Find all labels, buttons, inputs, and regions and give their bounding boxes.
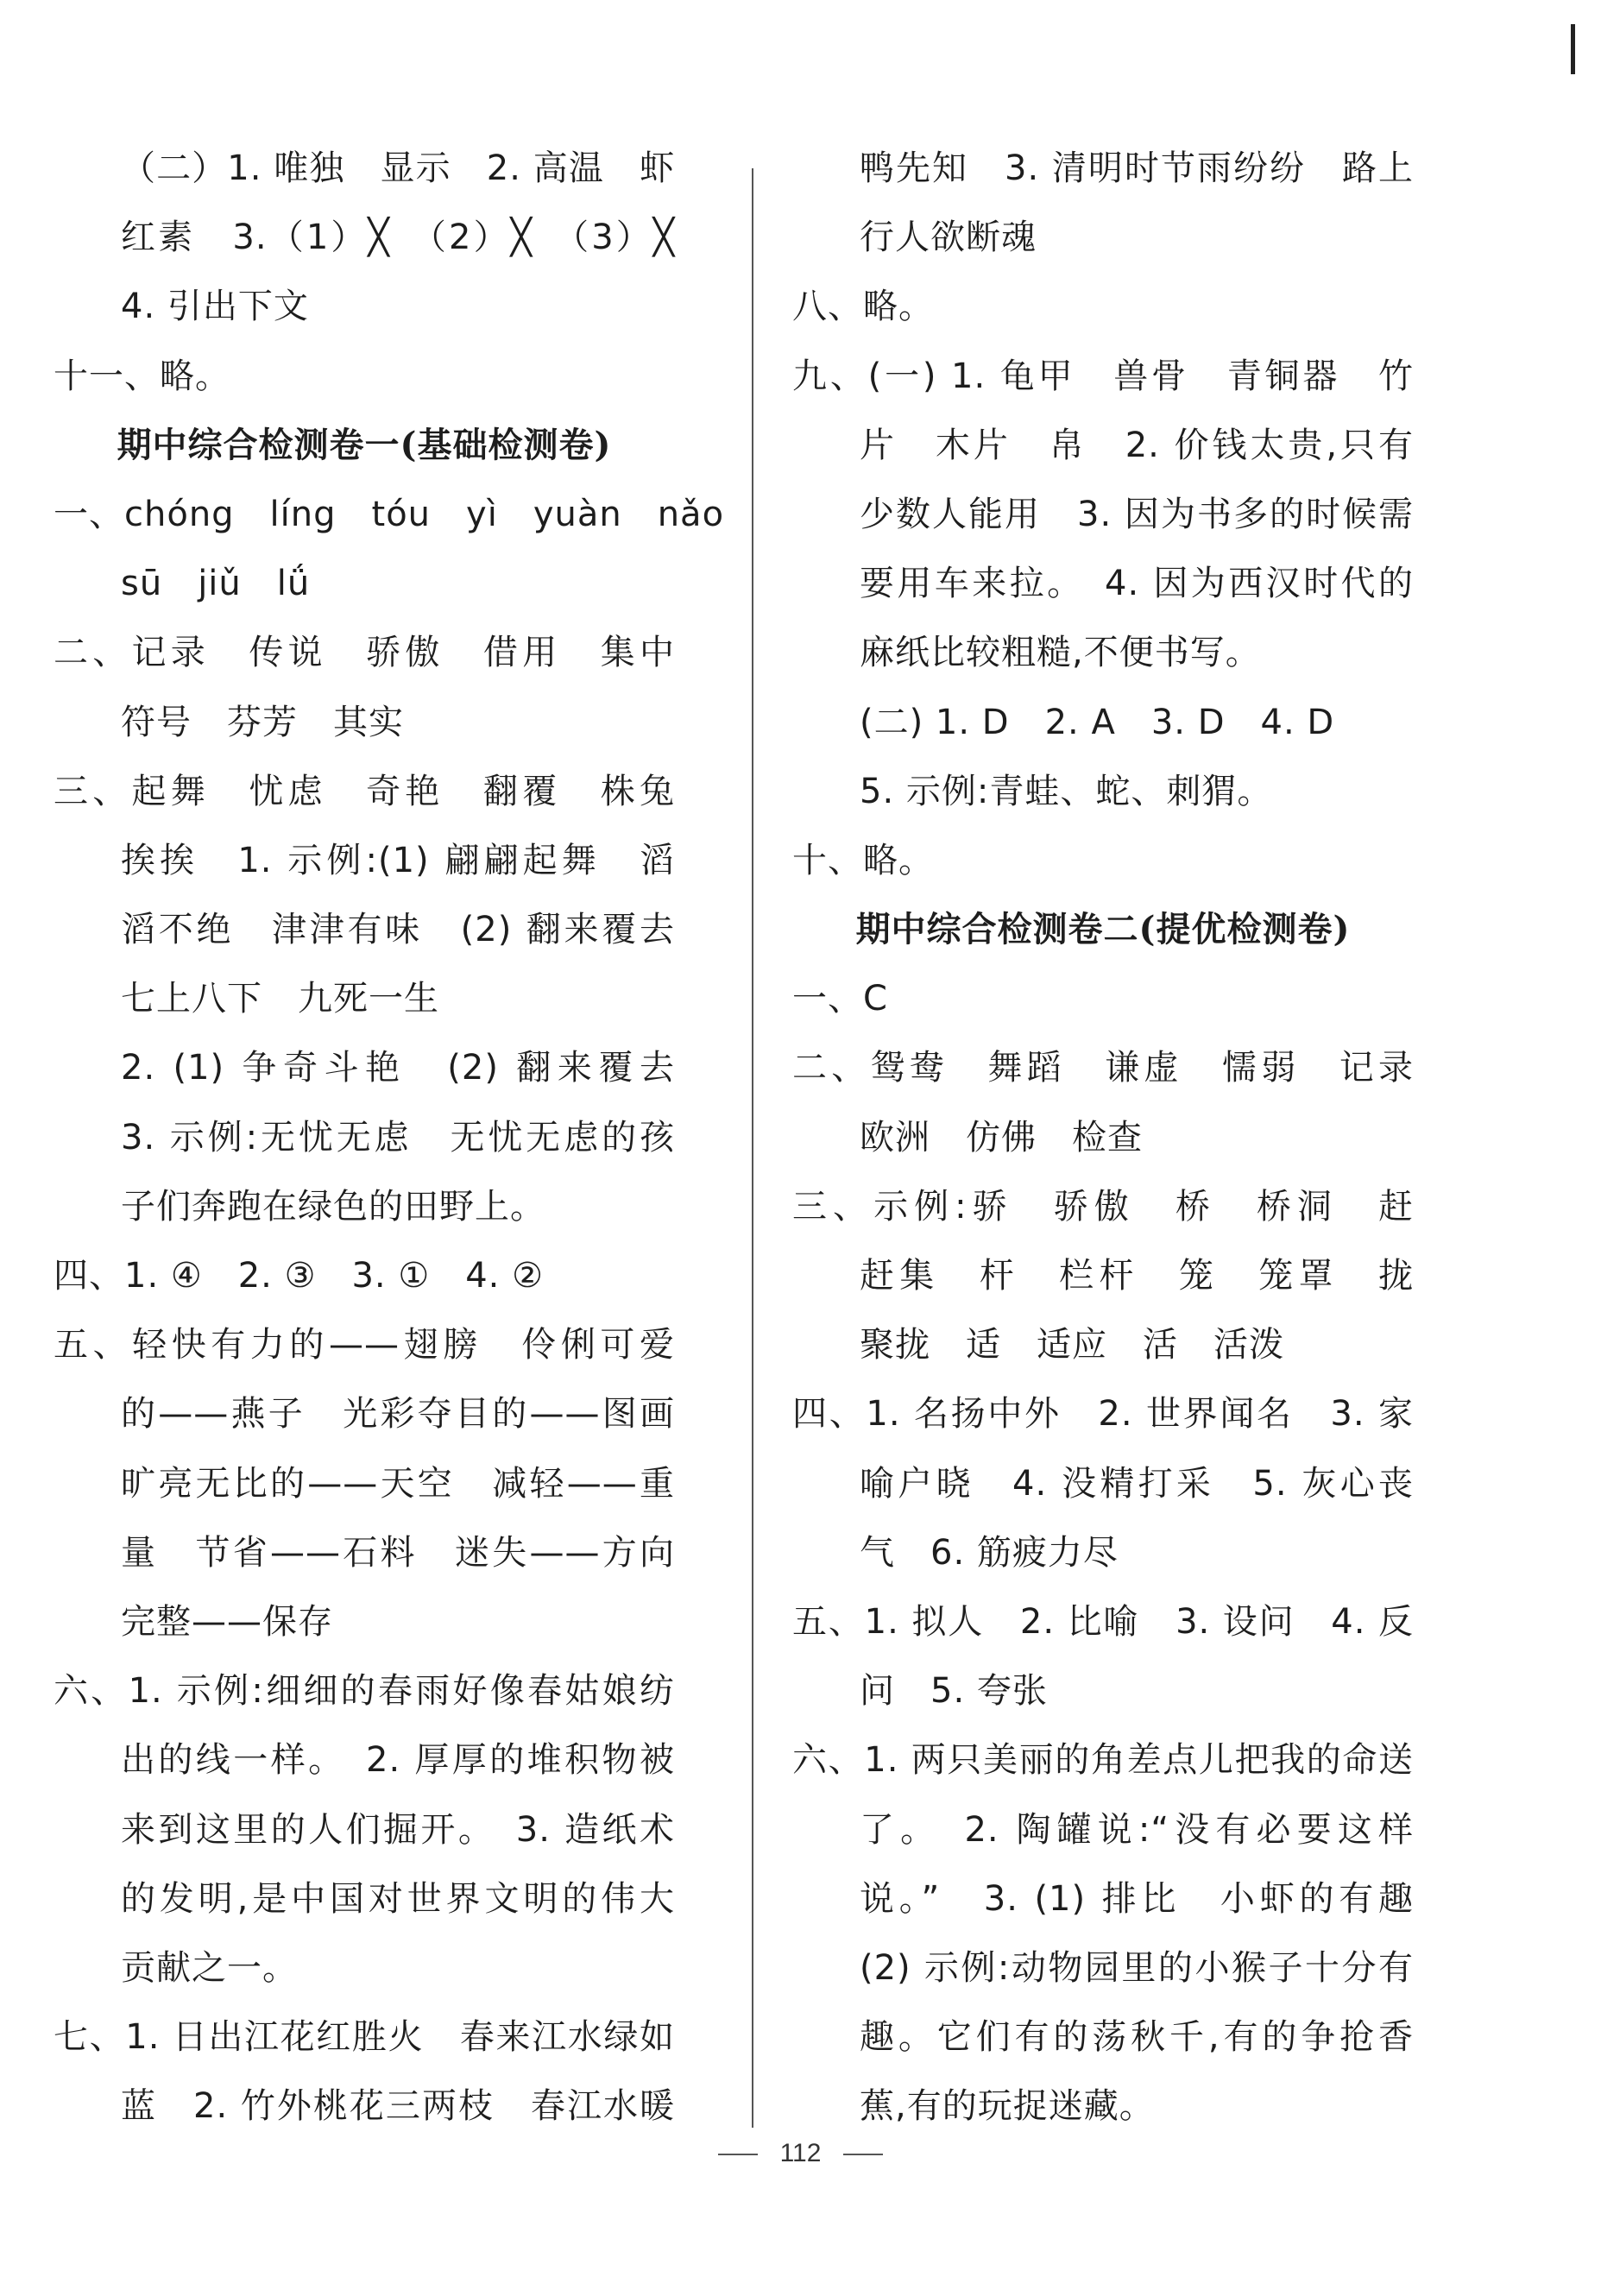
text-line: 趣。它们有的荡秋千,有的争抢香 [860,2017,1414,2058]
right-column [792,134,1414,2141]
text-line: 5. 示例:青蛙、蛇、刺猬。 [860,771,1273,811]
text-line: 六、1. 两只美丽的角差点儿把我的命送 [792,1740,1414,1781]
section-ten: 十、略。 [792,840,934,880]
text-line: (二) 1. D 2. A 3. D 4. D [860,702,1335,742]
text-line: 鸭先知 3. 清明时节雨纷纷 路上 [860,148,1414,188]
page-number [0,2139,1601,2168]
left-column [54,134,725,2141]
text-line: 麻纸比较粗糙,不便书写。 [860,633,1261,673]
text-line: 喻户晓 4. 没精打采 5. 灰心丧 [860,1463,1414,1504]
column-divider [752,168,753,2128]
text-line: 量 节省——石料 迷失——方向 [121,1532,675,1573]
text-line: 九、(一) 1. 龟甲 兽骨 青铜器 竹 [792,356,1414,396]
section-title-exam-one: 期中综合检测卷一(基础检测卷) [117,424,612,465]
text-line: 蕉,有的玩捉迷藏。 [860,2086,1155,2127]
text-line: 欧洲 仿佛 检查 [860,1117,1143,1157]
text-line: 一、C [792,979,888,1019]
page-number-value: 112 [779,2139,822,2167]
text-line: 4. 引出下文 [121,287,309,327]
text-line: 完整——保存 [121,1601,333,1642]
text-line: 二、鸳鸯 舞蹈 谦虚 懦弱 记录 [792,1048,1414,1088]
text-line: 来到这里的人们掘开。 3. 造纸术 [121,1809,675,1850]
text-line: 七、1. 日出江花红胜火 春来江水绿如 [54,2017,675,2058]
section-title-exam-two: 期中综合检测卷二(提优检测卷) [855,909,1351,950]
text-line: 五、1. 拟人 2. 比喻 3. 设问 4. 反 [792,1601,1414,1642]
section-eight: 八、略。 [792,287,934,327]
text-line: 六、1. 示例:细细的春雨好像春姑娘纺 [54,1671,675,1712]
text-line: 赶集 杆 栏杆 笼 笼罩 拢 [860,1256,1414,1296]
text-line: 子们奔跑在绿色的田野上。 [121,1186,545,1227]
text-line: （二）1. 唯独 显示 2. 高温 虾 [121,148,675,188]
text-line: 二、记录 传说 骄傲 借用 集中 [54,633,675,673]
text-line: 三、起舞 忧虑 奇艳 翻覆 株兔 [54,771,675,811]
text-line: 七上八下 九死一生 [121,979,439,1019]
text-line: 气 6. 筋疲力尽 [860,1532,1119,1573]
text-line: 要用车来拉。 4. 因为西汉时代的 [860,564,1414,604]
text-line: 蓝 2. 竹外桃花三两枝 春江水暖 [121,2086,675,2127]
text-line: 五、轻快有力的——翅膀 伶俐可爱 [54,1325,675,1366]
text-line: 少数人能用 3. 因为书多的时候需 [860,494,1414,534]
text-line: 3. 示例:无忧无虑 无忧无虑的孩 [121,1117,675,1157]
text-line: 问 5. 夸张 [860,1671,1048,1712]
text-line: 说。” 3. (1) 排比 小虾的有趣 [860,1878,1414,1919]
page-number-dash [843,2154,883,2155]
text-line: 符号 芬芳 其实 [121,702,404,742]
text-line: 四、1. 名扬中外 2. 世界闻名 3. 家 [792,1394,1414,1435]
text-line: sū jiǔ lǘ [121,564,311,604]
page-edge-mark [1571,24,1575,74]
text-line: 的——燕子 光彩夺目的——图画 [121,1394,675,1435]
text-line: 挨挨 1. 示例:(1) 翩翩起舞 滔 [121,840,675,880]
text-line: 红素 3.（1）╳ （2）╳ （3）╳ [121,218,675,258]
text-line: 四、1. ④ 2. ③ 3. ① 4. ② [54,1256,544,1296]
text-line: 了。 2. 陶罐说:“没有必要这样 [860,1809,1414,1850]
text-line: 2. (1) 争奇斗艳 (2) 翻来覆去 [121,1048,675,1088]
text-line: 出的线一样。 2. 厚厚的堆积物被 [121,1740,675,1781]
text-line: 的发明,是中国对世界文明的伟大 [121,1878,675,1919]
text-line: 行人欲断魂 [860,218,1037,258]
text-line: 片 木片 帛 2. 价钱太贵,只有 [860,425,1414,465]
text-line: 三、示例:骄 骄傲 桥 桥洞 赶 [792,1186,1414,1227]
text-line: 旷亮无比的——天空 减轻——重 [121,1463,675,1504]
text-line: 滔不绝 津津有味 (2) 翻来覆去 [121,910,675,950]
text-line: 聚拢 适 适应 活 活泼 [860,1325,1284,1366]
text-line: 贡献之一。 [121,1947,298,1988]
section-eleven: 十一、略。 [54,356,230,396]
page-number-dash [718,2154,758,2155]
text-line: 一、chóng líng tóu yì yuàn nǎo [54,494,725,534]
text-line: (2) 示例:动物园里的小猴子十分有 [860,1947,1414,1988]
